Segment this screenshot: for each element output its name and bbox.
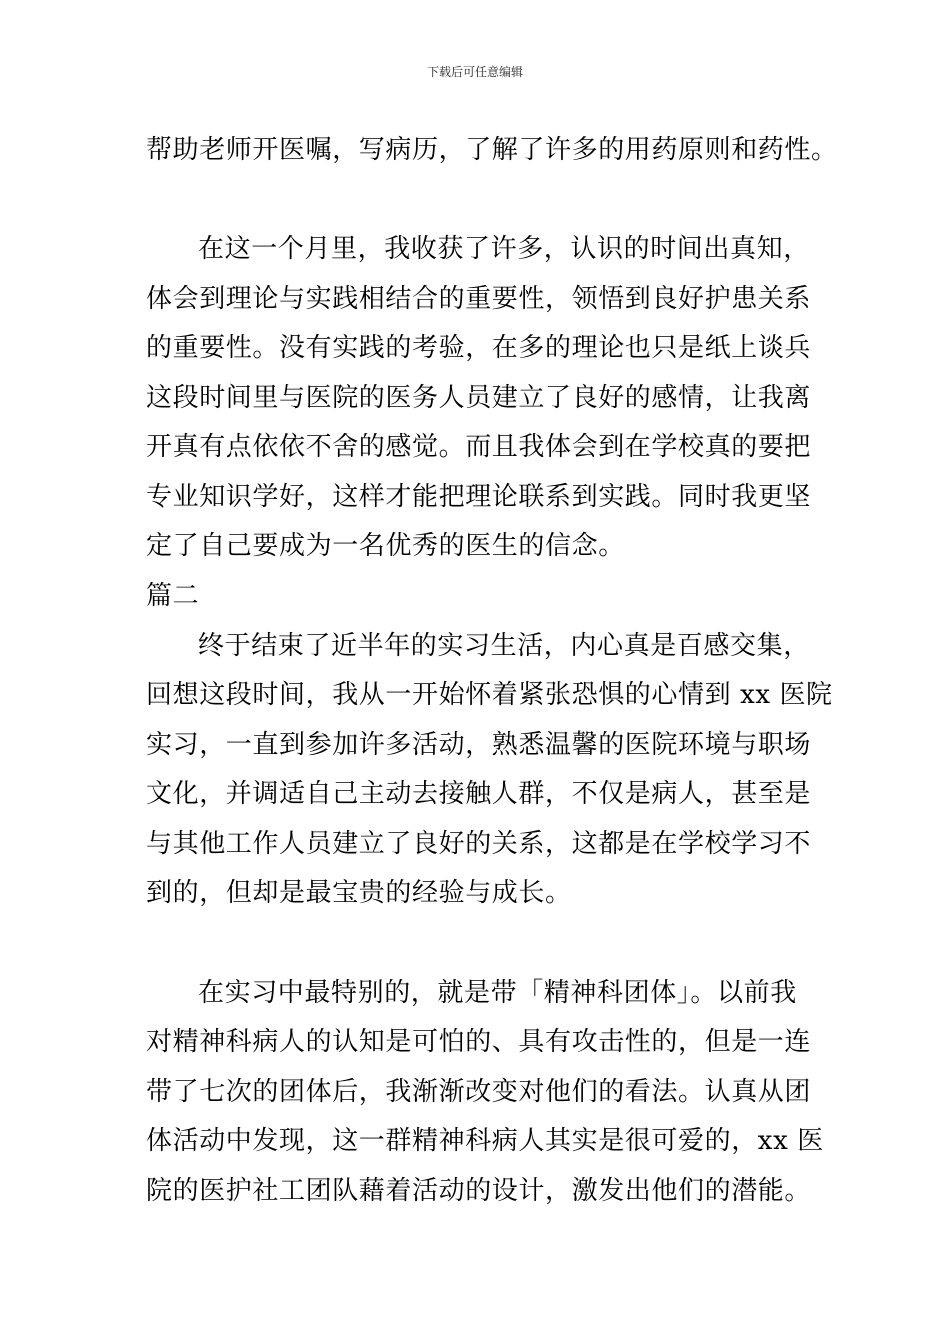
text-line: 对精神科病人的认知是可怕的、具有攻击性的，但是一连 (146, 1027, 812, 1057)
text-line: 终于结束了近半年的实习生活，内心真是百感交集， (198, 631, 810, 661)
text-line: 帮助老师开医嘱，写病历，了解了许多的用药原则和药性。 (146, 135, 838, 165)
text-line: 专业知识学好，这样才能把理论联系到实践。同时我更坚 (146, 482, 812, 512)
text-line: 实习，一直到参加许多活动，熟悉温馨的医院环境与职场 (146, 730, 812, 760)
text-line: 开真有点依依不舍的感觉。而且我体会到在学校真的要把 (146, 432, 812, 462)
text-line: 院的医护社工团队藉着活动的设计，激发出他们的潜能。 (146, 1176, 812, 1206)
text-line: 体活动中发现，这一群精神科病人其实是很可爱的，xx 医 (146, 1126, 824, 1156)
text-line: 到的，但却是最宝贵的经验与成长。 (146, 878, 572, 908)
text-line: 定了自己要成为一名优秀的医生的信念。 (146, 531, 625, 561)
text-line: 回想这段时间，我从一开始怀着紧张恐惧的心情到 xx 医院 (146, 680, 833, 710)
text-line: 在实习中最特别的，就是带「精神科团体」。以前我 (198, 978, 797, 1008)
page-header: 下载后可任意编辑 (426, 65, 523, 79)
text-line: 的重要性。没有实践的考验，在多的理论也只是纸上谈兵 (146, 333, 812, 363)
text-line: 在这一个月里，我收获了许多，认识的时间出真知， (198, 234, 810, 264)
text-line: 文化，并调适自己主动去接触人群，不仅是病人，甚至是 (146, 779, 812, 809)
text-line: 体会到理论与实践相结合的重要性，领悟到良好护患关系 (146, 284, 812, 314)
section-heading: 篇二 (146, 581, 200, 611)
text-line: 带了七次的团体后，我渐渐改变对他们的看法。认真从团 (146, 1077, 812, 1107)
text-line: 这段时间里与医院的医务人员建立了良好的感情，让我离 (146, 383, 812, 413)
text-line: 与其他工作人员建立了良好的关系，这都是在学校学习不 (146, 829, 812, 859)
